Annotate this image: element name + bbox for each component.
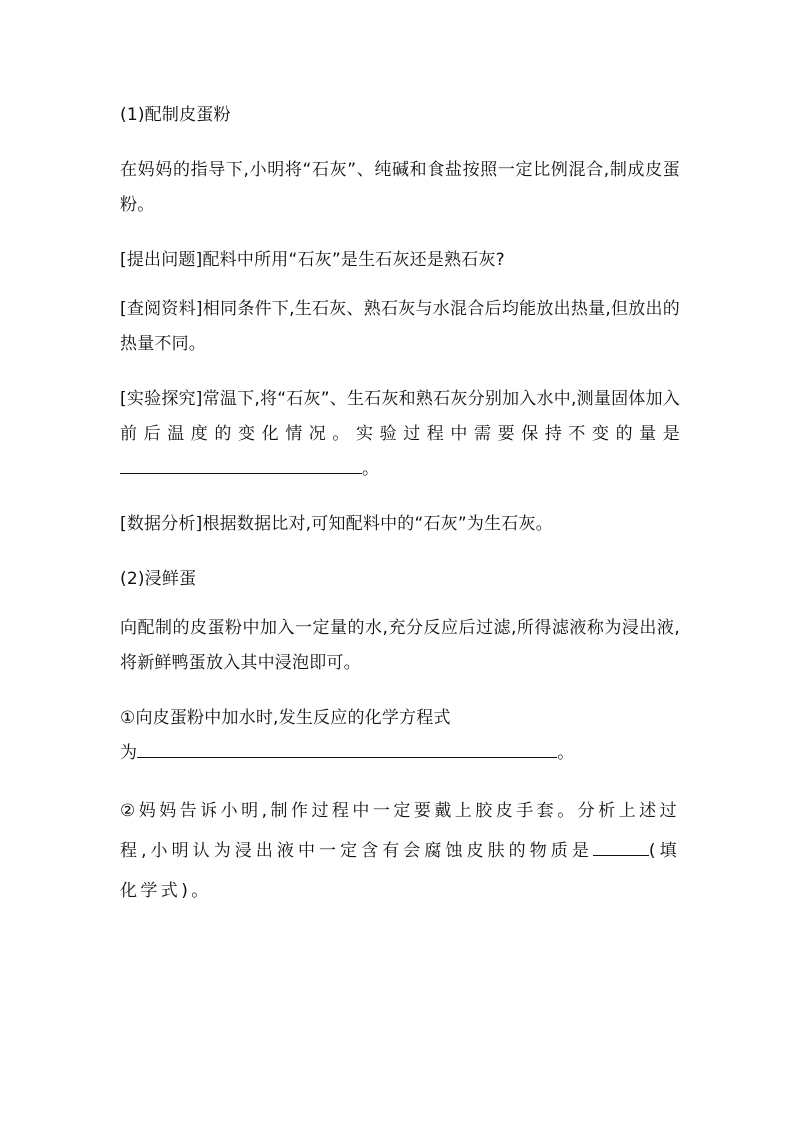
question2-end: 。 [191, 881, 212, 901]
document-content [120, 98, 680, 931]
question1-paragraph [120, 701, 680, 771]
info-text: 相同条件下,生石灰、熟石灰与水混合后均能放出热量,但放出的热量不同。 [120, 299, 680, 354]
analysis-text: 根据数据比对,可知配料中的“石灰”为生石灰。 [202, 514, 553, 534]
question2-paragraph [120, 791, 680, 911]
section2-intro-text: 向配制的皮蛋粉中加入一定量的水,充分反应后过滤,所得滤液称为浸出液,将新鲜鸭蛋放入其中浸泡即可。 [120, 618, 680, 673]
experiment-text: 常温下,将“石灰”、生石灰和熟石灰分别加入水中,测量固体加入前后温度的变化情况。实验过程中需要保持不变的量是 [120, 389, 680, 444]
section2-title-text: (2)浸鲜蛋 [120, 569, 197, 589]
question2-text: ②妈妈告诉小明,制作过程中一定要戴上胶皮手套。分析上述过程,小明认为浸出液中一定含有会腐蚀皮肤的物质是 [120, 801, 680, 861]
question-tag: [提出问题] [120, 250, 203, 270]
question1-text: ①向皮蛋粉中加水时,发生反应的化学方程式 [120, 708, 451, 728]
section1-intro [120, 153, 680, 223]
experiment-paragraph [120, 382, 680, 487]
answer-blank-constant-quantity[interactable] [120, 455, 362, 474]
info-paragraph [120, 292, 680, 362]
answer-blank-equation[interactable] [137, 739, 557, 758]
question1-prefix: 为 [120, 743, 138, 763]
question2-hint: (填化学式) [120, 841, 681, 901]
analysis-paragraph [120, 507, 680, 542]
answer-blank-formula[interactable] [593, 837, 649, 856]
section2-intro [120, 611, 680, 681]
section1-title [120, 98, 680, 133]
experiment-end: 。 [362, 459, 380, 479]
experiment-tag: [实验探究] [120, 389, 203, 409]
analysis-tag: [数据分析] [120, 514, 203, 534]
question1-end: 。 [557, 743, 575, 763]
question-text: 配料中所用“石灰”是生石灰还是熟石灰? [202, 250, 505, 270]
section1-intro-text: 在妈妈的指导下,小明将“石灰”、纯碱和食盐按照一定比例混合,制成皮蛋粉。 [120, 160, 680, 215]
section1-title-text: (1)配制皮蛋粉 [120, 105, 231, 125]
section2-title [120, 562, 680, 597]
question-paragraph [120, 243, 680, 278]
info-tag: [查阅资料] [120, 299, 203, 319]
